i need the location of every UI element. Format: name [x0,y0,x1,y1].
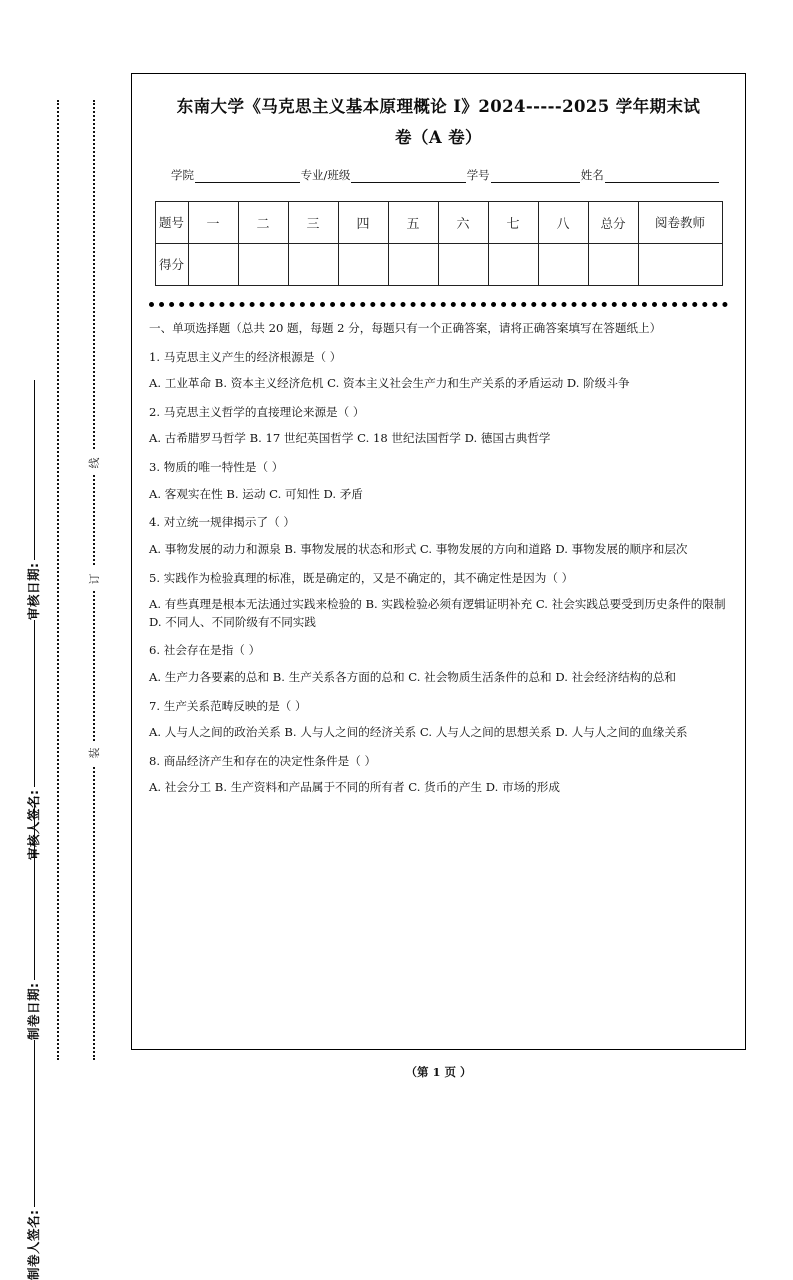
page-number-label: （第 1 页 ） [405,1065,471,1079]
question-options-3: A. 客观实在性 B. 运动 C. 可知性 D. 矛盾 [149,486,728,504]
student-id-input[interactable] [491,170,580,183]
margin-label-maker-signature [24,1040,42,1280]
margin-label-maker-date-rule [34,800,35,981]
seal-char-xian: 线 [83,451,105,475]
margin-label-maker-signature-rule [34,1040,35,1208]
student-name-input[interactable] [605,170,719,183]
score-col-5: 五 [388,202,438,244]
college-input[interactable] [195,170,300,183]
score-value-3[interactable] [288,244,338,286]
question-stem-3: 3. 物质的唯一特性是（ ） [149,459,728,477]
page-title [149,90,728,153]
question-options-1: A. 工业革命 B. 资本主义经济危机 C. 资本主义社会生产力和生产关系的矛盾运动 D. 阶级斗争 [149,375,728,393]
margin-label-review-date [24,380,42,620]
score-col-8: 八 [538,202,588,244]
question-options-2: A. 古希腊罗马哲学 B. 17 世纪英国哲学 C. 18 世纪法国哲学 D. 德国古典哲学 [149,430,728,448]
question-stem-1: 1. 马克思主义产生的经济根源是（ ） [149,349,728,367]
score-col-1: 一 [188,202,238,244]
score-table [155,201,723,286]
sealing-dotted-line-outer [57,100,59,1060]
score-col-6: 六 [438,202,488,244]
question-stem-6: 6. 社会存在是指（ ） [149,642,728,660]
score-col-2: 二 [238,202,288,244]
seal-char-zhuang: 装 [83,741,105,765]
student-info-row [171,167,720,183]
page-footer [131,1064,746,1080]
exam-paper-frame [131,73,746,1050]
score-col-total: 总分 [588,202,638,244]
margin-label-review-date-text: 审核日期: [24,563,42,621]
score-value-4[interactable] [338,244,388,286]
score-col-3: 三 [288,202,338,244]
question-options-8: A. 社会分工 B. 生产资料和产品属于不同的所有者 C. 货币的产生 D. 市场的形成 [149,779,728,797]
question-stem-4: 4. 对立统一规律揭示了（ ） [149,514,728,532]
score-value-6[interactable] [438,244,488,286]
score-col-grader: 阅卷教师 [638,202,722,244]
section-heading: 一、单项选择题（总共 20 题，每题 2 分，每题只有一个正确答案，请将正确答案填写在答题纸上） [149,320,728,338]
major-class-label: 专业/班级 [301,167,351,183]
question-options-5: A. 有些真理是根本无法通过实践来检验的 B. 实践检验必须有逻辑证明补充 C. 社会实践总要受到历史条件的限制 D. 不同人、不同阶级有不同实践 [149,596,728,631]
score-value-grader[interactable] [638,244,722,286]
margin-label-reviewer-signature-rule [34,620,35,788]
score-table-header-row [155,202,722,244]
student-name-label: 姓名 [581,167,604,183]
margin-label-reviewer-signature-text: 审核人签名: [24,790,42,861]
major-class-input[interactable] [351,170,465,183]
score-table-row-label-score: 得分 [155,244,188,286]
question-options-4: A. 事物发展的动力和源泉 B. 事物发展的状态和形式 C. 事物发展的方向和道路 D. 事物发展的顺序和层次 [149,541,728,559]
score-value-2[interactable] [238,244,288,286]
question-body [149,320,728,797]
margin-label-maker-date [24,800,42,1040]
question-stem-7: 7. 生产关系范畴反映的是（ ） [149,698,728,716]
seal-char-ding: 订 [83,567,105,591]
question-options-6: A. 生产力各要素的总和 B. 生产关系各方面的总和 C. 社会物质生活条件的总和 D. 社会经济结构的总和 [149,669,728,687]
margin-label-maker-signature-text: 制卷人签名: [24,1210,42,1280]
question-stem-2: 2. 马克思主义哲学的直接理论来源是（ ） [149,404,728,422]
sealing-margin [0,0,131,1122]
score-value-8[interactable] [538,244,588,286]
score-value-total[interactable] [588,244,638,286]
college-label: 学院 [171,167,194,183]
page-title-line1: 东南大学《马克思主义基本原理概论 I》2024-----2025 学年期末试 [153,92,724,123]
score-table-value-row [155,244,722,286]
score-value-7[interactable] [488,244,538,286]
section-divider-dotted [149,302,728,307]
student-id-label: 学号 [467,167,490,183]
page-title-line2: 卷（A 卷） [153,123,724,154]
score-table-row-label-question: 题号 [155,202,188,244]
question-options-7: A. 人与人之间的政治关系 B. 人与人之间的经济关系 C. 人与人之间的思想关系 D. 人与人之间的血缘关系 [149,724,728,742]
margin-label-maker-date-text: 制卷日期: [24,983,42,1041]
margin-label-review-date-rule [34,380,35,561]
score-col-4: 四 [338,202,388,244]
question-stem-8: 8. 商品经济产生和存在的决定性条件是（ ） [149,753,728,771]
score-value-1[interactable] [188,244,238,286]
question-stem-5: 5. 实践作为检验真理的标准，既是确定的，又是不确定的，其不确定性是因为（ ） [149,570,728,588]
score-col-7: 七 [488,202,538,244]
score-value-5[interactable] [388,244,438,286]
